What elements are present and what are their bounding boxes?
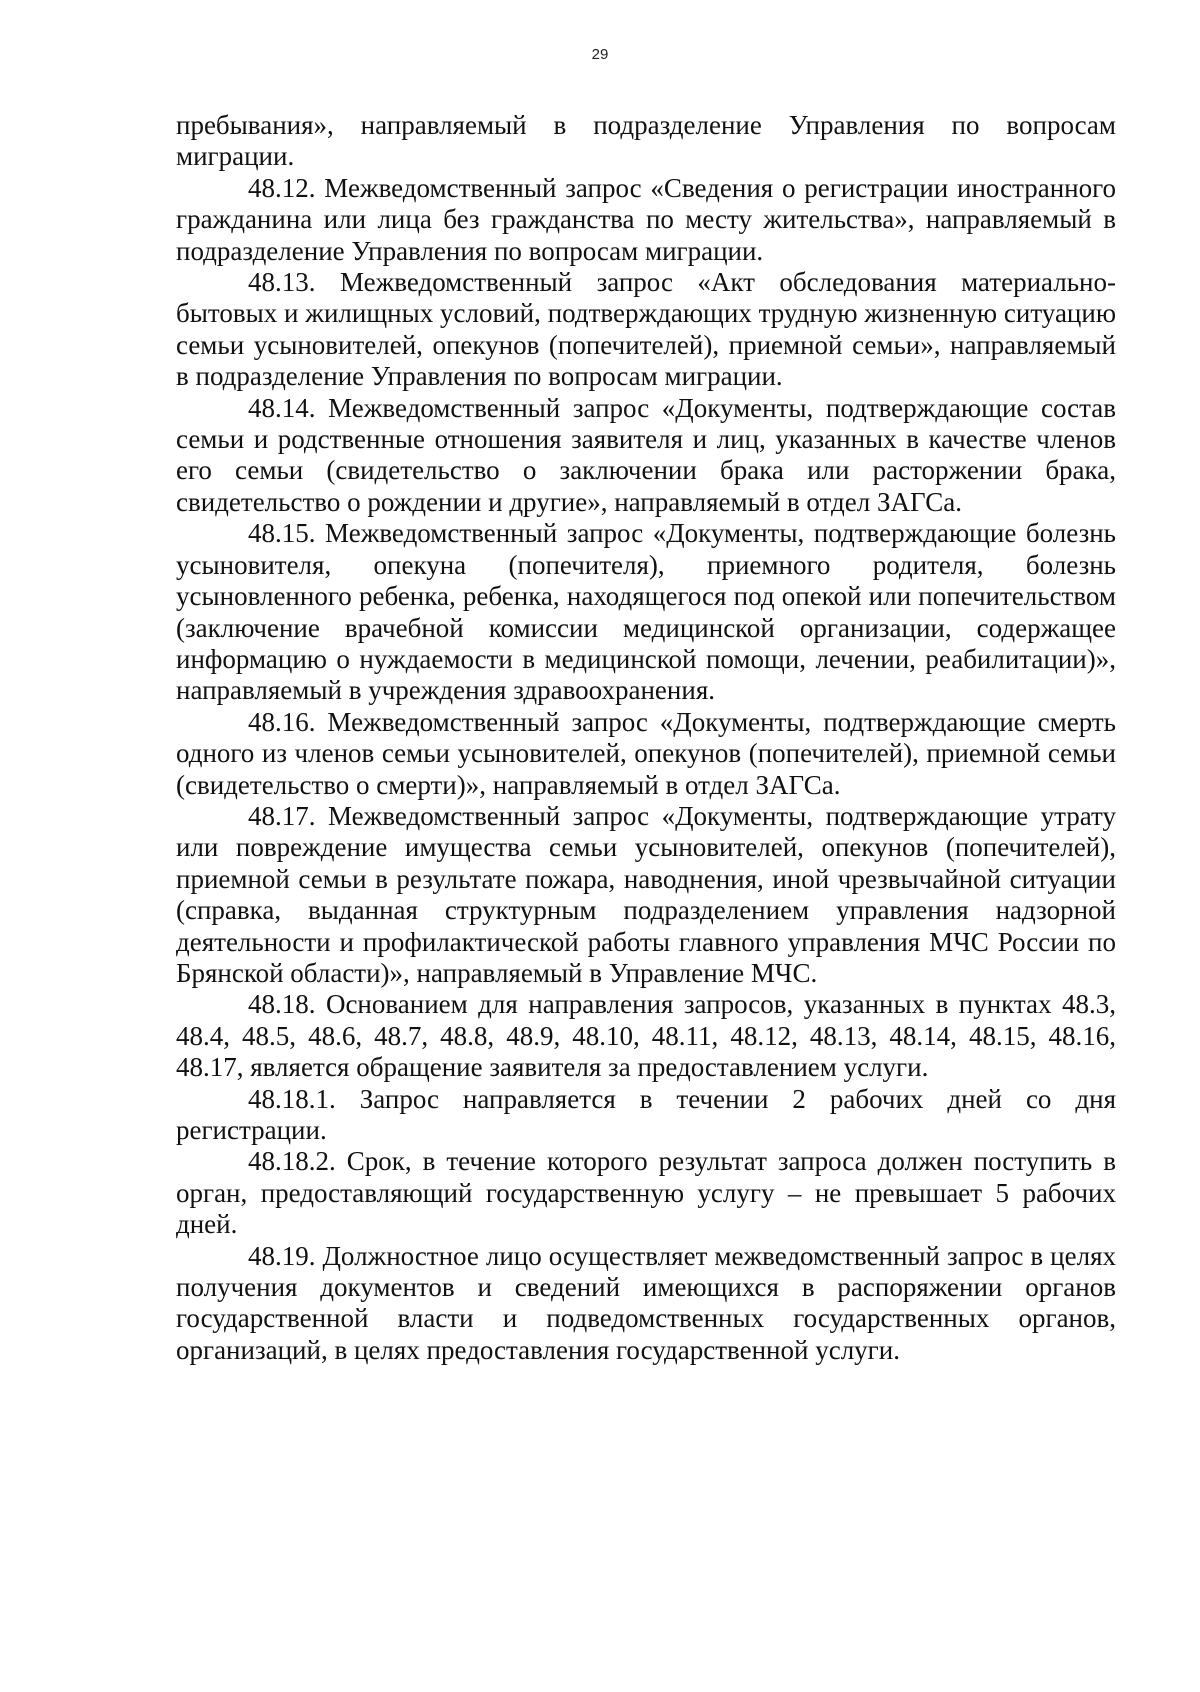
paragraph-continuation: пребывания», направляемый в подразделение Управления по вопросам миграции.: [176, 110, 1116, 172]
paragraph-48-18: 48.18. Основанием для направления запросов, указанных в пунктах 48.3, 48.4, 48.5, 48.6, 48.7, 48.8, 48.9, 48.10, 48.11, 48.12, 48.13, 48.14, 48.15, 48.16, 48.17, является обращение заявителя за предоставлением услуги.: [176, 989, 1116, 1083]
paragraph-48-18-2: 48.18.2. Срок, в течение которого результат запроса должен поступить в орган, предоставляющий государственную услугу – не превышает 5 рабочих дней.: [176, 1146, 1116, 1240]
paragraph-48-18-1: 48.18.1. Запрос направляется в течении 2 рабочих дней со дня регистрации.: [176, 1083, 1116, 1145]
document-body: [176, 110, 1116, 1366]
page-number: 29: [591, 46, 609, 63]
paragraph-48-13: 48.13. Межведомственный запрос «Акт обследования материально-бытовых и жилищных условий, подтверждающих трудную жизненную ситуацию семьи усыновителей, опекунов (попечителей), приемной семьи», направляемый в подразделение Управления по вопросам миграции.: [176, 267, 1116, 392]
paragraph-48-15: 48.15. Межведомственный запрос «Документы, подтверждающие болезнь усыновителя, опекуна (попечителя), приемного родителя, болезнь усыновленного ребенка, ребенка, находящегося под опекой или попечительством (заключение врачебной комиссии медицинской организации, содержащее информацию о нуждаемости в медицинской помощи, лечении, реабилитации)», направляемый в учреждения здравоохранения.: [176, 518, 1116, 706]
paragraph-48-14: 48.14. Межведомственный запрос «Документы, подтверждающие состав семьи и родственные отношения заявителя и лиц, указанных в качестве членов его семьи (свидетельство о заключении брака или расторжении брака, свидетельство о рождении и другие», направляемый в отдел ЗАГСа.: [176, 392, 1116, 517]
paragraph-48-16: 48.16. Межведомственный запрос «Документы, подтверждающие смерть одного из членов семьи усыновителей, опекунов (попечителей), приемной семьи (свидетельство о смерти)», направляемый в отдел ЗАГСа.: [176, 706, 1116, 800]
paragraph-48-17: 48.17. Межведомственный запрос «Документы, подтверждающие утрату или повреждение имущества семьи усыновителей, опекунов (попечителей), приемной семьи в результате пожара, наводнения, иной чрезвычайной ситуации (справка, выданная структурным подразделением управления надзорной деятельности и профилактической работы главного управления МЧС России по Брянской области)», направляемый в Управление МЧС.: [176, 800, 1116, 988]
paragraph-48-12: 48.12. Межведомственный запрос «Сведения о регистрации иностранного гражданина или лица без гражданства по месту жительства», направляемый в подразделение Управления по вопросам миграции.: [176, 172, 1116, 266]
paragraph-48-19: 48.19. Должностное лицо осуществляет межведомственный запрос в целях получения документов и сведений имеющихся в распоряжении органов государственной власти и подведомственных государственных органов, организаций, в целях предоставления государственной услуги.: [176, 1240, 1116, 1365]
